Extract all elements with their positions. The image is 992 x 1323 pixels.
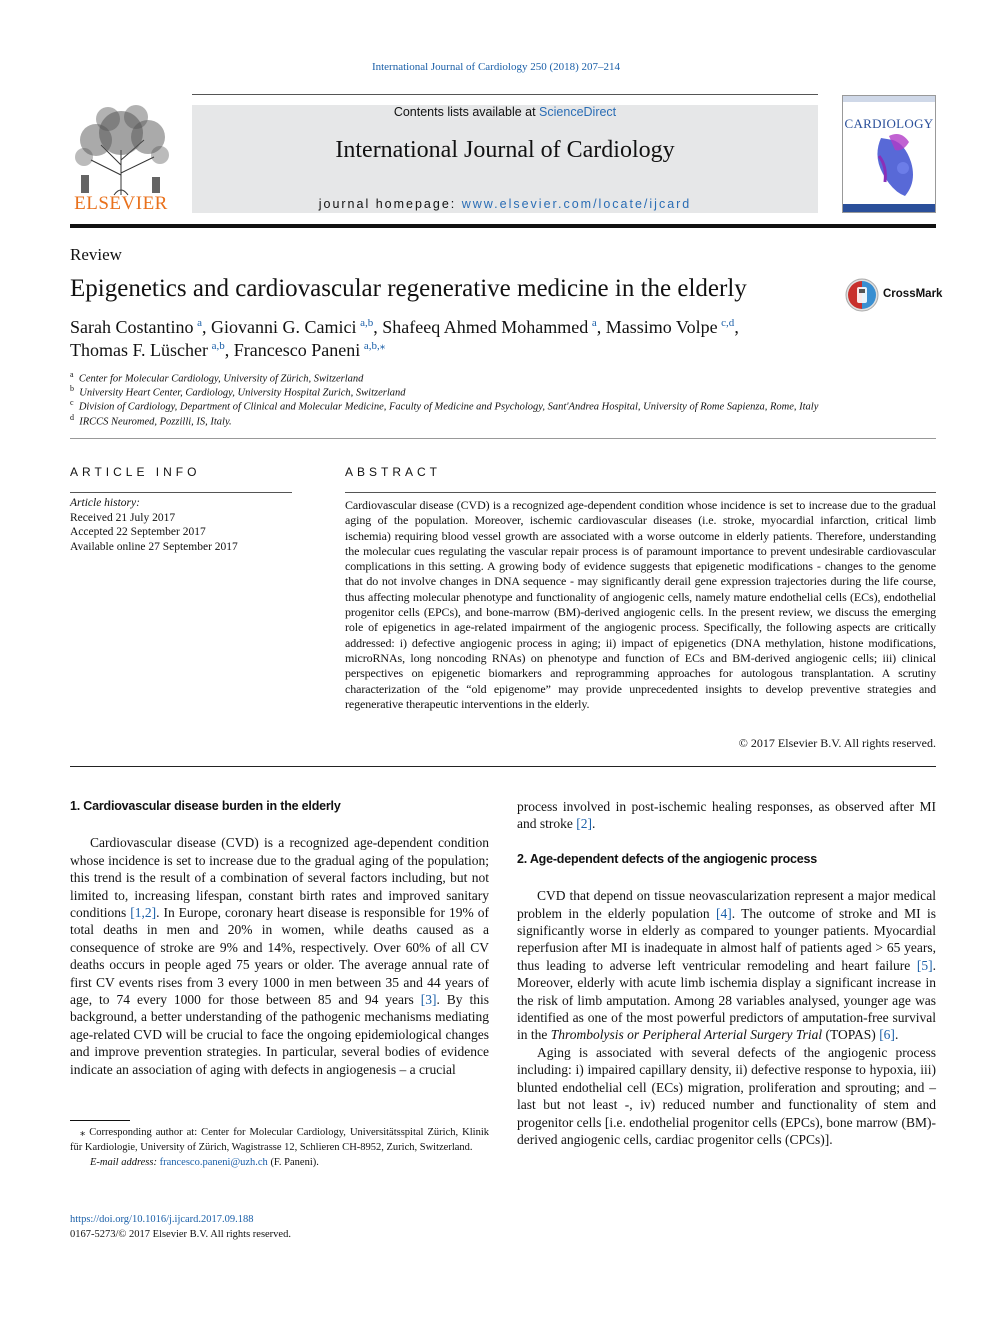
header-thick-rule — [70, 224, 936, 228]
author-name[interactable]: Massimo Volpe — [605, 317, 718, 337]
author-separator: , — [596, 317, 606, 337]
paragraph-text: . — [894, 1027, 899, 1043]
doi-link[interactable]: https://doi.org/10.1016/j.ijcard.2017.09.188 — [70, 1214, 254, 1225]
reference-link[interactable]: [1,2] — [130, 905, 157, 921]
section-1-continuation — [517, 798, 936, 833]
affiliation-text: IRCCS Neuromed, Pozzilli, IS, Italy. — [79, 416, 232, 428]
paragraph-text: Cardiovascular disease (CVD) is a recognized age-dependent condition whose incidence is set to increase due to the gradual aging of the population; this trend is the result of a combination of several factors including, but not limited to, increasing lifespan, constant birth rates and improved sanitary conditions — [70, 835, 489, 921]
corresponding-author-footnote — [70, 1125, 489, 1170]
sciencedirect-link[interactable]: ScienceDirect — [539, 105, 617, 119]
paragraph-text: . By this background, a better understanding of the pathogenic mechanisms mediating age-related CVD will be crucial to face the ongoing epidemiological changes and improve prevention strategies. In particular, several bodies of evidence indicate an association of aging with defects in angiogenesis – a crucial — [70, 992, 489, 1077]
reference-link[interactable]: [5] — [916, 957, 933, 973]
paragraph-text: CVD that depend on tissue neovascularization represent a major medical problem in the elderly population — [517, 888, 936, 921]
article-info-rule — [70, 492, 292, 493]
section-2-paragraph-2: Aging is associated with several defects of the angiogenic process including: i) impaired capillary density, ii) defective response to hypoxia, iii) blunted endothelial cell (ECs) migration, proliferation and sprouting; and – last but not least -, iv) reduced number and functionality of stem and progenitor cells [i.e. endothelial progenitor cells (EPCs), bone marrow (BM)-derived angiogenic cells, cardiac progenitor cells (CPCs)]. — [517, 1044, 936, 1147]
affiliation-marker: b — [70, 384, 74, 393]
accepted-date: Accepted 22 September 2017 — [70, 526, 206, 538]
abstract-rule — [345, 492, 936, 493]
author-name[interactable]: Shafeeq Ahmed Mohammed — [382, 317, 589, 337]
trial-name: Thrombolysis or Peripheral Arterial Surgery Trial — [550, 1027, 823, 1043]
paragraph-text: . In Europe, coronary heart disease is responsible for 19% of total deaths in men and 20% in women, while deaths caused as a consequence of stroke are 9% and 14%, respectively. Over 60% of all CV deaths occurs in people aged 75 years or older. The average annual rate of first CV events rises from 3 every 1000 in men between 35 and 44 years of age, to 74 every 1000 for those between 85 and 94 years — [70, 905, 489, 1008]
author-name[interactable]: Francesco Paneni — [233, 340, 361, 360]
affiliation-marker: d — [70, 413, 74, 422]
paragraph-text: process involved in post-ischemic healing responses, as observed after MI and stroke — [517, 799, 936, 832]
crossmark-label: CrossMark — [883, 288, 943, 300]
affiliation-text: Division of Cardiology, Department of Clinical and Molecular Medicine, Faculty of Medicine and Psychology, Sant'Andrea Hospital, University of Rome Sapienza, Rome, Italy — [78, 401, 819, 413]
author-affiliation-sup[interactable]: a,b — [211, 340, 225, 352]
article-title: Epigenetics and cardiovascular regenerative medicine in the elderly — [70, 275, 747, 302]
elsevier-wordmark: ELSEVIER — [74, 193, 168, 214]
affiliation-a — [70, 370, 363, 385]
cover-title: CARDIOLOGY — [844, 116, 934, 131]
abstract-bottom-rule — [70, 766, 936, 767]
issn-copyright: 0167-5273/© 2017 Elsevier B.V. All rights reserved. — [70, 1229, 291, 1240]
affiliation-c — [70, 398, 818, 413]
email-link[interactable]: francesco.paneni@uzh.ch — [159, 1157, 268, 1168]
paragraph-text: . The outcome of stroke and MI is significantly worse in elderly as compared to younger patients. Myocardial reperfusion after MI is inadequate in almost half of patients aged > 65 years, thus leading to adverse left ventricular remodeling and heart failure — [517, 905, 936, 973]
article-history — [70, 496, 238, 554]
author-affiliation-sup[interactable]: a,b — [360, 317, 374, 329]
body-column-right — [517, 798, 936, 1148]
crossmark-badge[interactable] — [845, 278, 945, 314]
article-info-heading: ARTICLE INFO — [70, 465, 201, 479]
journal-homepage-link[interactable]: www.elsevier.com/locate/ijcard — [461, 197, 692, 211]
affiliation-marker: a — [70, 370, 74, 379]
footnote-text: ⁎ Corresponding author at: Center for Molecular Cardiology, Universitätsspital Zürich, Klinik für Kardiologie, University of Zürich, Wagistrasse 12, Schlieren CH-8952, Zurich, Switzerland. — [70, 1127, 489, 1153]
crossmark-icon — [845, 278, 879, 312]
reference-link[interactable]: [3] — [420, 992, 437, 1008]
affiliation-marker: c — [70, 398, 74, 407]
footnote-email-line — [70, 1155, 489, 1170]
author-affiliation-sup[interactable]: c,d — [721, 317, 735, 329]
journal-name: International Journal of Cardiology — [335, 137, 675, 163]
article-type: Review — [70, 245, 122, 264]
paragraph-text: . — [591, 816, 596, 832]
reference-link[interactable]: [4] — [715, 905, 732, 921]
homepage-prefix: journal homepage: — [318, 197, 462, 211]
authors-line-2 — [70, 339, 385, 361]
author-affiliation-sup[interactable]: a — [591, 317, 597, 329]
author-separator: , — [373, 317, 383, 337]
received-date: Received 21 July 2017 — [70, 511, 176, 524]
elsevier-logo — [66, 105, 176, 215]
section-2-heading: 2. Age-dependent defects of the angiogenic process — [517, 851, 818, 866]
author-affiliation-sup[interactable]: a — [197, 317, 202, 329]
author-name[interactable]: Giovanni G. Camici — [211, 317, 357, 337]
journal-cover-thumbnail[interactable] — [842, 95, 936, 213]
title-block-rule — [70, 438, 936, 439]
reference-link[interactable]: [2] — [576, 816, 592, 832]
paragraph-text: . Moreover, elderly with acute limb ischemia display a significant increase in the risk of limb amputation. Among 28 variables analysed, younger age was identified as one of the most powerful predictors of amputation-free survival in the — [517, 957, 936, 1043]
paragraph-text: (TOPAS) — [822, 1027, 880, 1043]
affiliation-d — [70, 413, 232, 428]
history-label: Article history: — [70, 497, 140, 509]
abstract-text: Cardiovascular disease (CVD) is a recognized age-dependent condition whose incidence is set to increase due to the gradual aging of the population. Moreover, ischemic cardiovascular diseases (i.e. stroke, myocardial infarction, critical limb ischemia) requiring blood vessel growth are associated with a worse outcome in elderly patients. Therefore, understanding the molecular cues regulating the vascular repair process is of paramount importance to prevent undesirable cardiovascular complications in this setting. A growing body of evidence suggests that epigenetic modifications - changes to the genome that do not involve changes in DNA sequence - may significantly derail gene expression trajectories during the life course, thus affecting molecular phenotype and functionality of angiogenic cells, namely mature endothelial cells (ECs), endothelial progenitor cells (EPCs), and bone-marrow (BM)-derived angiogenic cells. In the present review, we discuss the emerging role of epigenetics in age-related impairment of the angiogenic process. Specifically, the following aspects are critically addressed: i) defective angiogenic process in aging; ii) impact of epigenetics (DNA methylation, histone modifications, microRNAs, long noncoding RNAs) on phenotype and function of ECs and BM-derived angiogenic cells; iii) clinical perspectives on epigenetic biomarkers and reprogramming approaches for autologous transplantation. A scrutiny characterization of the “old epigenome” may provide unprecedented insights to develop preventive strategies and regenerative therapeutic interventions in the elderly. — [345, 498, 936, 711]
affiliation-text: Center for Molecular Cardiology, University of Zürich, Switzerland — [78, 373, 364, 385]
authors-line-1 — [70, 317, 739, 338]
section-2-paragraph-1 — [517, 887, 936, 1044]
contents-prefix: Contents lists available at — [393, 105, 540, 119]
body-column-left — [70, 798, 489, 1078]
affiliation-b — [70, 384, 406, 399]
affiliation-text: University Heart Center, Cardiology, University Hospital Zurich, Switzerland — [79, 387, 406, 399]
section-1-paragraph — [70, 834, 489, 1078]
cover-heart-illustration-icon — [843, 96, 935, 212]
footnote-rule — [70, 1120, 130, 1121]
elsevier-tree-icon — [66, 105, 176, 197]
journal-homepage-line — [192, 197, 818, 211]
contents-available-line — [192, 105, 818, 119]
email-suffix: (F. Paneni). — [267, 1157, 319, 1168]
abstract-heading: ABSTRACT — [345, 465, 442, 479]
author-name[interactable]: Thomas F. Lüscher — [70, 340, 209, 360]
author-name[interactable]: Sarah Costantino — [70, 317, 194, 337]
journal-banner — [192, 105, 818, 213]
author-separator: , — [224, 340, 234, 360]
author-affiliation-sup[interactable]: a,b,⁎ — [363, 340, 386, 352]
header-rule — [192, 94, 818, 95]
abstract-copyright: © 2017 Elsevier B.V. All rights reserved. — [738, 736, 936, 750]
email-label: E-mail address: — [90, 1157, 160, 1168]
reference-link[interactable]: [6] — [879, 1027, 895, 1043]
journal-citation[interactable]: International Journal of Cardiology 250 (2018) 207–214 — [371, 61, 621, 73]
author-separator: , — [202, 317, 211, 337]
online-date: Available online 27 September 2017 — [70, 540, 238, 553]
section-1-heading: 1. Cardiovascular disease burden in the elderly — [70, 799, 341, 813]
author-separator: , — [734, 317, 739, 337]
